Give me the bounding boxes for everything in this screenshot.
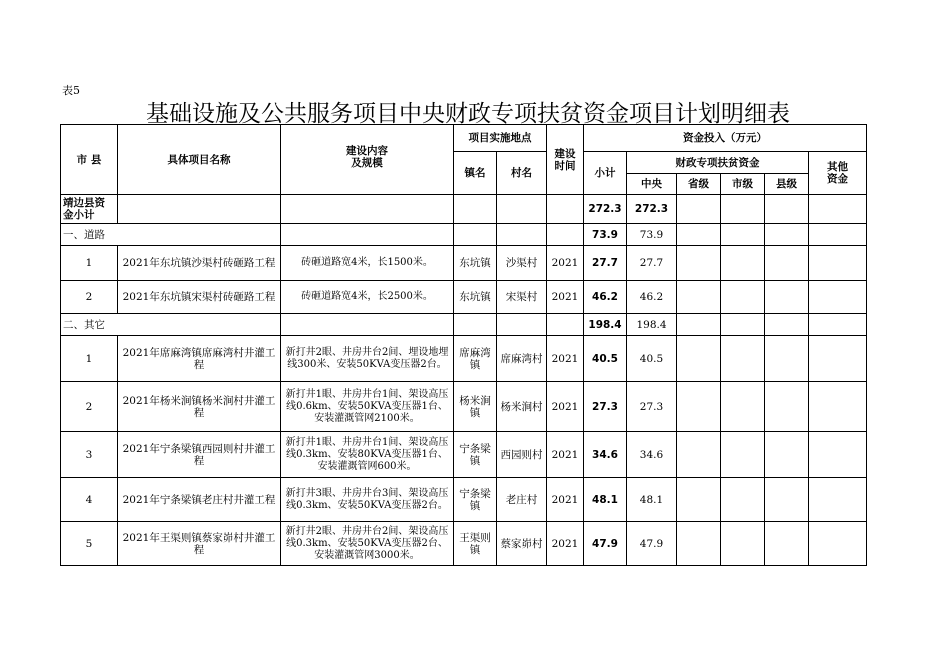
fund-plan-table: [60, 124, 867, 566]
build-year: 2021: [547, 336, 584, 382]
fund-central: 27.3: [627, 382, 677, 432]
table-row: [61, 432, 867, 478]
row-number: 4: [61, 478, 118, 522]
section-central: 198.4: [627, 314, 677, 336]
project-name: 2021年宁条梁镇西园则村井灌工程: [118, 432, 281, 478]
section-name: 二、其它: [61, 314, 281, 336]
section-subtotal: 198.4: [584, 314, 627, 336]
fund-central: 48.1: [627, 478, 677, 522]
town-name: 东坑镇: [454, 281, 497, 314]
fund-subtotal: 27.7: [584, 246, 627, 281]
table-row: [61, 281, 867, 314]
project-name: 2021年东坑镇沙渠村砖砸路工程: [118, 246, 281, 281]
village-name: 杨米涧村: [497, 382, 547, 432]
county-total-central: 272.3: [627, 195, 677, 224]
fund-subtotal: 34.6: [584, 432, 627, 478]
header-special-fund: 财政专项扶贫资金: [627, 152, 809, 174]
build-year: 2021: [547, 432, 584, 478]
header-county: 县级: [765, 174, 809, 195]
fund-subtotal: 47.9: [584, 522, 627, 566]
row-number: 2: [61, 382, 118, 432]
project-name: 2021年东坑镇宋渠村砖砸路工程: [118, 281, 281, 314]
header-city-county: 市 县: [61, 125, 118, 195]
header-project-name: 具体项目名称: [118, 125, 281, 195]
project-content: 砖砸道路宽4米，长1500米。: [281, 246, 454, 281]
header-location: 项目实施地点: [454, 125, 547, 152]
row-number: 1: [61, 246, 118, 281]
table-row: [61, 246, 867, 281]
village-name: 老庄村: [497, 478, 547, 522]
header-time: 建设 时间: [547, 125, 584, 195]
table-label: 表5: [62, 84, 80, 97]
row-number: 1: [61, 336, 118, 382]
section-subtotal: 73.9: [584, 224, 627, 246]
header-content: 建设内容 及规模: [281, 125, 454, 195]
build-year: 2021: [547, 522, 584, 566]
table-row: [61, 522, 867, 566]
town-name: 东坑镇: [454, 246, 497, 281]
fund-subtotal: 48.1: [584, 478, 627, 522]
header-province: 省级: [677, 174, 721, 195]
project-content: 新打井1眼、井房井台1间、架设高压线0.6km、安装50KVA变压器1台、安装灌溉管网2100米。: [281, 382, 454, 432]
project-content: 新打井3眼、井房井台3间、架设高压线0.3km、安装50KVA变压器2台。: [281, 478, 454, 522]
village-name: 宋渠村: [497, 281, 547, 314]
project-name: 2021年王渠则镇蔡家峁村井灌工程: [118, 522, 281, 566]
row-number: 3: [61, 432, 118, 478]
village-name: 席麻湾村: [497, 336, 547, 382]
fund-subtotal: 40.5: [584, 336, 627, 382]
town-name: 宁条梁镇: [454, 432, 497, 478]
build-year: 2021: [547, 246, 584, 281]
fund-central: 40.5: [627, 336, 677, 382]
header-central: 中央: [627, 174, 677, 195]
project-content: 新打井2眼、井房井台2间、架设高压线0.3km、安装50KVA变压器2台、安装灌溉管网3000米。: [281, 522, 454, 566]
fund-central: 46.2: [627, 281, 677, 314]
fund-subtotal: 27.3: [584, 382, 627, 432]
village-name: 沙渠村: [497, 246, 547, 281]
row-number: 5: [61, 522, 118, 566]
section-row: [61, 224, 867, 246]
fund-central: 47.9: [627, 522, 677, 566]
table-row: [61, 478, 867, 522]
project-name: 2021年宁条梁镇老庄村井灌工程: [118, 478, 281, 522]
town-name: 席麻湾镇: [454, 336, 497, 382]
header-city: 市级: [721, 174, 765, 195]
village-name: 蔡家峁村: [497, 522, 547, 566]
build-year: 2021: [547, 382, 584, 432]
header-village: 村名: [497, 152, 547, 195]
county-total-label: 靖边县资 金小计: [61, 195, 118, 224]
build-year: 2021: [547, 478, 584, 522]
project-name: 2021年杨米涧镇杨米涧村井灌工程: [118, 382, 281, 432]
header-funding: 资金投入（万元）: [584, 125, 867, 152]
page-title: 基础设施及公共服务项目中央财政专项扶贫资金项目计划明细表: [146, 101, 790, 127]
project-content: 新打井2眼、井房井台2间、埋设地埋线300米、安装50KVA变压器2台。: [281, 336, 454, 382]
village-name: 西园则村: [497, 432, 547, 478]
fund-central: 34.6: [627, 432, 677, 478]
section-name: 一、道路: [61, 224, 281, 246]
section-row: [61, 314, 867, 336]
town-name: 杨米涧镇: [454, 382, 497, 432]
table-row: [61, 382, 867, 432]
county-total-subtotal: 272.3: [584, 195, 627, 224]
fund-subtotal: 46.2: [584, 281, 627, 314]
town-name: 王渠则镇: [454, 522, 497, 566]
town-name: 宁条梁镇: [454, 478, 497, 522]
fund-central: 27.7: [627, 246, 677, 281]
table-row: [61, 336, 867, 382]
header-town: 镇名: [454, 152, 497, 195]
build-year: 2021: [547, 281, 584, 314]
row-number: 2: [61, 281, 118, 314]
header-subtotal: 小计: [584, 152, 627, 195]
project-content: 砖砸道路宽4米，长2500米。: [281, 281, 454, 314]
project-content: 新打井1眼、井房井台1间、架设高压线0.3km、安装80KVA变压器1台、安装灌溉管网600米。: [281, 432, 454, 478]
project-name: 2021年席麻湾镇席麻湾村井灌工程: [118, 336, 281, 382]
section-central: 73.9: [627, 224, 677, 246]
header-other: 其他 资金: [809, 152, 867, 195]
